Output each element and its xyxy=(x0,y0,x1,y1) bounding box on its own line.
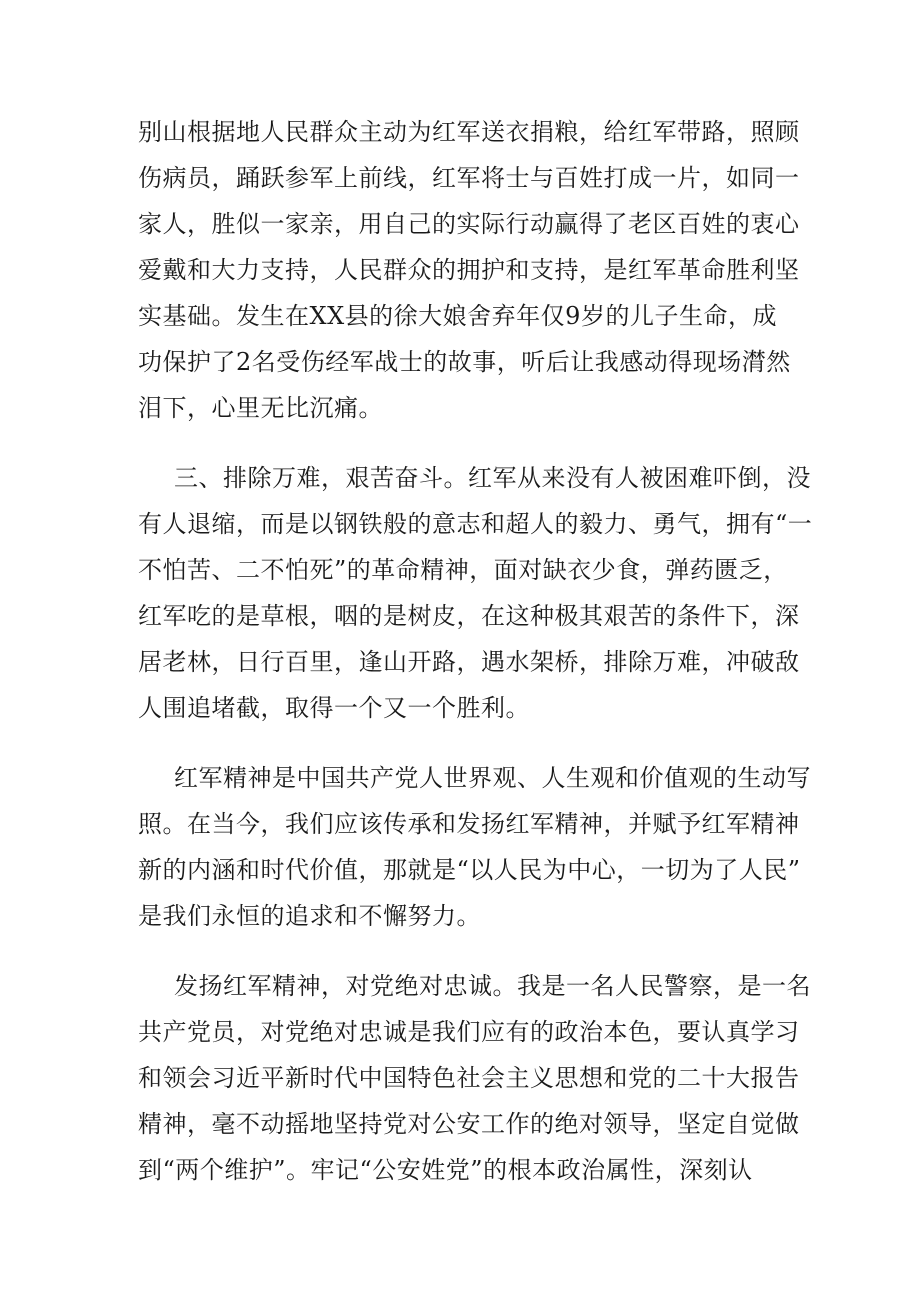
text-line: 红军精神是中国共产党人世界观、人生观和价值观的生动写 xyxy=(174,764,811,792)
text-line: 照。在当今，我们应该传承和发扬红军精神，并赋予红军精神 xyxy=(138,810,800,838)
text-line: 不怕苦、二不怕死”的革命精神，面对缺衣少食，弹药匮乏， xyxy=(138,556,788,584)
text-line: 居老林，日行百里，逢山开路，遇水架桥，排除万难，冲破敌 xyxy=(138,648,800,676)
text-line: 家人，胜似一家亲，用自己的实际行动赢得了老区百姓的衷心 xyxy=(138,210,800,238)
text-line: 有人退缩，而是以钢铁般的意志和超人的毅力、勇气，拥有“一 xyxy=(138,510,813,538)
text-line: 和领会习近平新时代中国特色社会主义思想和党的二十大报告 xyxy=(138,1064,800,1092)
text-line: 共产党员，对党绝对忠诚是我们应有的政治本色，要认真学习 xyxy=(138,1018,800,1046)
text-line: 到“两个维护”。牢记“公安姓党”的根本政治属性，深刻认 xyxy=(138,1156,753,1184)
text-line: 功保护了2名受伤经军战士的故事，听后让我感动得现场潸然 xyxy=(138,348,791,376)
text-line: 精神，毫不动摇地坚持党对公安工作的绝对领导，坚定自觉做 xyxy=(138,1110,800,1138)
text-line: 伤病员，踊跃参军上前线，红军将士与百姓打成一片，如同一 xyxy=(138,164,800,192)
text-line: 新的内涵和时代价值，那就是“以人民为中心，一切为了人民” xyxy=(138,856,801,884)
text-line: 人围追堵截，取得一个又一个胜利。 xyxy=(138,694,530,722)
text-line: 泪下，心里无比沉痛。 xyxy=(138,394,383,422)
text-line: 发扬红军精神，对党绝对忠诚。我是一名人民警察，是一名 xyxy=(174,972,811,1000)
text-line: 爱戴和大力支持，人民群众的拥护和支持，是红军革命胜利坚 xyxy=(138,256,800,284)
text-line: 三、排除万难，艰苦奋斗。红军从来没有人被困难吓倒，没 xyxy=(174,464,811,492)
text-line: 红军吃的是草根，咽的是树皮，在这种极其艰苦的条件下，深 xyxy=(138,602,800,630)
text-line: 实基础。发生在XX县的徐大娘舍弃年仅9岁的儿子生命，成 xyxy=(138,302,777,330)
text-line: 别山根据地人民群众主动为红军送衣捐粮，给红军带路，照顾 xyxy=(138,118,800,146)
text-line: 是我们永恒的追求和不懈努力。 xyxy=(138,902,481,930)
